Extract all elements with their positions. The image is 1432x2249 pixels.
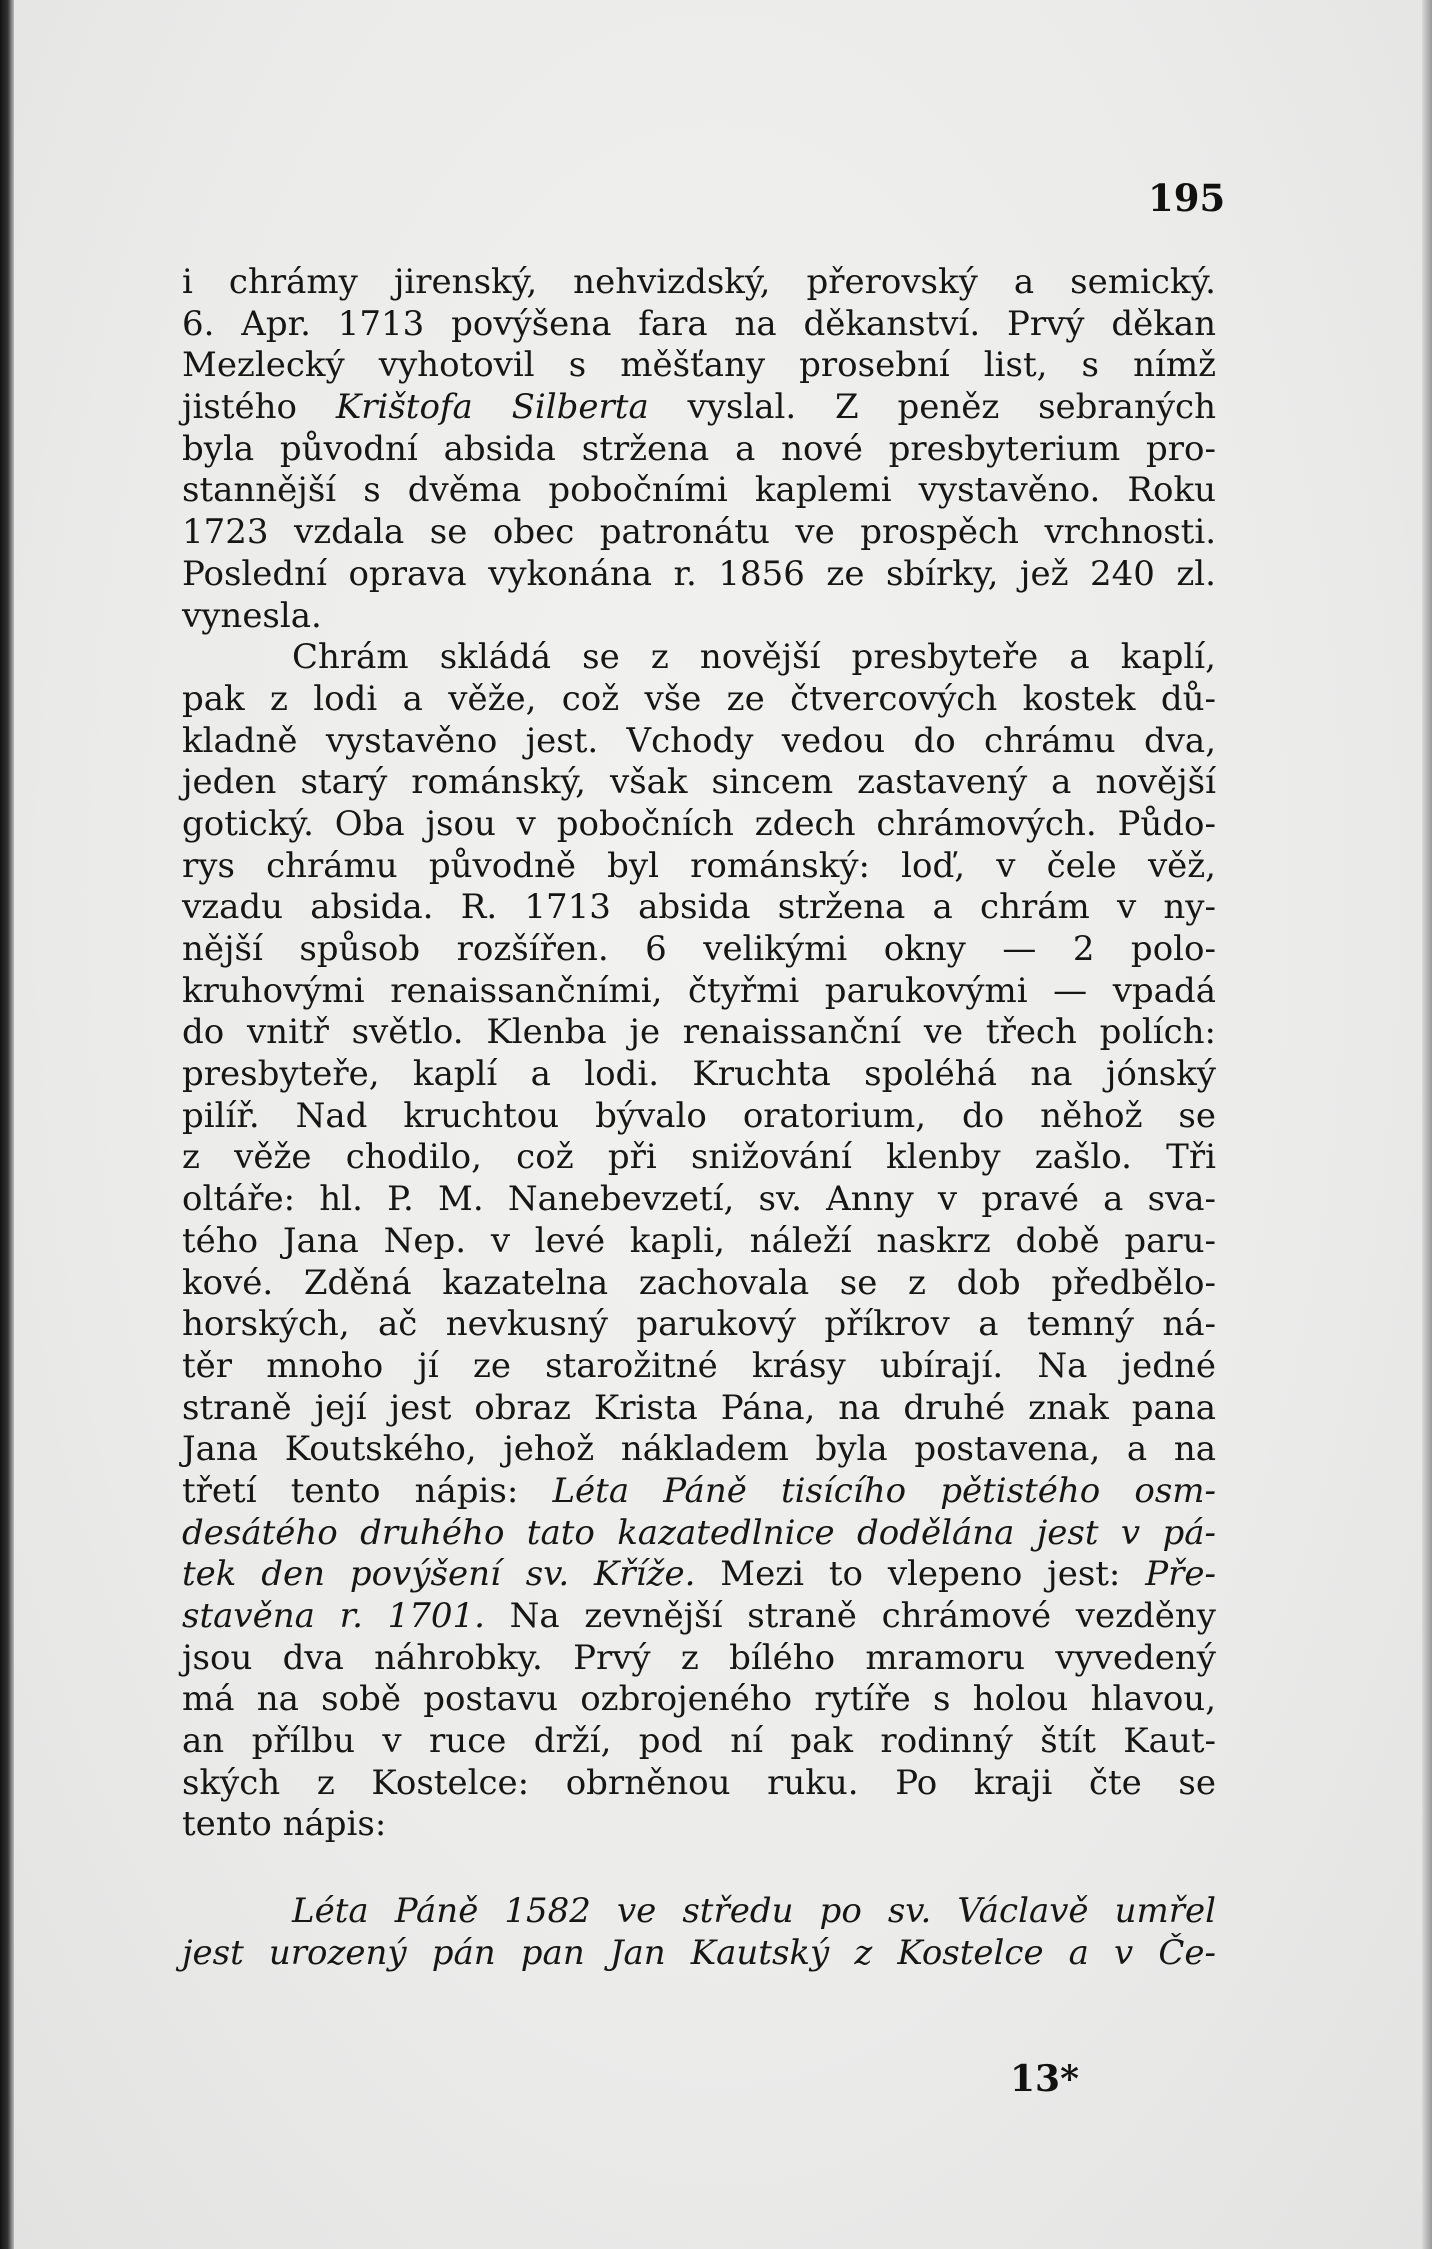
page-edge bbox=[1422, 0, 1432, 2249]
text-segment: jeden starý románský, však sincem zastavený a novější bbox=[182, 762, 1216, 803]
text-line bbox=[182, 1137, 1216, 1179]
text-line bbox=[182, 1012, 1216, 1054]
text-segment: do vnitř světlo. Klenba je renaissanční ve třech polích: bbox=[182, 1012, 1216, 1053]
text-line bbox=[182, 345, 1216, 387]
text-line bbox=[182, 1179, 1216, 1221]
text-segment: Chrám skládá se z novější presbyteře a kaplí, bbox=[292, 637, 1216, 678]
text-segment: pilíř. Nad kruchtou bývalo oratorium, do něhož se bbox=[182, 1095, 1216, 1136]
text-line bbox=[182, 721, 1216, 763]
text-segment: byla původní absida stržena a nové presbyterium pro- bbox=[182, 428, 1216, 469]
italic-segment: Léta Páně 1582 ve středu po sv. Václavě umřel bbox=[292, 1891, 1216, 1932]
paragraph-gap bbox=[182, 1846, 1216, 1891]
text-segment: presbyteře, kaplí a lodi. Kruchta spoléhá na jónský bbox=[182, 1054, 1216, 1095]
text-line bbox=[182, 1346, 1216, 1388]
text-line bbox=[182, 470, 1216, 512]
text-segment: kové. Zděná kazatelna zachovala se z dob předbělo- bbox=[182, 1262, 1216, 1303]
text-line bbox=[182, 1054, 1216, 1096]
text-segment: Mezlecký vyhotovil s měšťany prosební list, s nímž bbox=[182, 345, 1216, 386]
text-line bbox=[182, 429, 1216, 471]
text-line bbox=[182, 1096, 1216, 1138]
text-segment: z věže chodilo, což při snižování klenby zašlo. Tři bbox=[182, 1137, 1216, 1178]
text-segment: Mezi to vlepeno jest: bbox=[695, 1554, 1146, 1595]
text-line bbox=[182, 1891, 1216, 1933]
text-segment: vyslal. Z peněz sebraných bbox=[648, 387, 1216, 428]
text-line bbox=[182, 1388, 1216, 1430]
text-line bbox=[182, 887, 1216, 929]
italic-segment: stavěna r. 1701. bbox=[182, 1596, 485, 1636]
text-segment: kladně vystavěno jest. Vchody vedou do chrámu dva, bbox=[182, 720, 1216, 761]
text-line bbox=[182, 1763, 1216, 1805]
text-line bbox=[182, 846, 1216, 888]
text-segment: 6. Apr. 1713 povýšena fara na děkanství. Prvý děkan bbox=[182, 303, 1216, 344]
text-line bbox=[182, 554, 1216, 596]
text-segment: jsou dva náhrobky. Prvý z bílého mramoru vyvedený bbox=[182, 1637, 1216, 1678]
text-segment: vzadu absida. R. 1713 absida stržena a chrám v ny- bbox=[182, 887, 1216, 928]
text-line bbox=[182, 262, 1216, 304]
text-line bbox=[182, 304, 1216, 346]
text-line bbox=[182, 1933, 1216, 1975]
text-line bbox=[182, 1638, 1216, 1680]
italic-segment: Krištofa Silberta bbox=[335, 387, 649, 428]
text-line bbox=[182, 1679, 1216, 1721]
text-line bbox=[182, 1429, 1216, 1471]
text-segment: třetí tento nápis: bbox=[182, 1470, 553, 1511]
body-text bbox=[182, 262, 1216, 1975]
text-line bbox=[182, 1721, 1216, 1763]
italic-segment: desátého druhého tato kazatedlnice dodělána jest v pá- bbox=[182, 1512, 1216, 1553]
text-segment: gotický. Oba jsou v pobočních zdech chrámových. Půdo- bbox=[182, 803, 1216, 844]
text-line bbox=[182, 596, 1216, 638]
paragraph-1 bbox=[182, 262, 1216, 637]
text-segment: stannější s dvěma pobočními kaplemi vystavěno. Roku bbox=[182, 470, 1216, 511]
text-segment: pak z lodi a věže, což vše ze čtvercových kostek dů- bbox=[182, 678, 1216, 719]
text-line bbox=[182, 512, 1216, 554]
text-line bbox=[182, 679, 1216, 721]
text-segment: 1723 vzdala se obec patronátu ve prospěch vrchnosti. bbox=[182, 512, 1216, 553]
italic-segment: Pře- bbox=[1145, 1554, 1216, 1595]
text-line bbox=[182, 1304, 1216, 1346]
text-segment: Poslední oprava vykonána r. 1856 ze sbírky, jež 240 zl. bbox=[182, 553, 1216, 594]
text-segment: má na sobě postavu ozbrojeného rytíře s holou hlavou, bbox=[182, 1679, 1216, 1720]
text-segment: rys chrámu původně byl románský: loď, v čele věž, bbox=[182, 845, 1216, 886]
signature-mark: 13* bbox=[1010, 2058, 1079, 2100]
text-line bbox=[182, 762, 1216, 804]
text-segment: Jana Koutského, jehož nákladem byla postavena, a na bbox=[182, 1429, 1216, 1470]
text-line bbox=[182, 1804, 1216, 1846]
text-line bbox=[182, 637, 1216, 679]
text-line bbox=[182, 804, 1216, 846]
text-segment: vynesla. bbox=[182, 595, 322, 636]
text-segment: ských z Kostelce: obrněnou ruku. Po kraji čte se bbox=[182, 1762, 1216, 1803]
text-line bbox=[182, 1263, 1216, 1305]
italic-segment: jest urozený pán pan Jan Kautský z Kostelce a v Če- bbox=[182, 1932, 1216, 1973]
text-segment: horských, ač nevkusný parukový příkrov a temný ná- bbox=[182, 1304, 1216, 1345]
text-segment: tého Jana Nep. v levé kapli, náleží naskrz době paru- bbox=[182, 1220, 1216, 1261]
text-segment: straně její jest obraz Krista Pána, na druhé znak pana bbox=[182, 1387, 1216, 1428]
text-line bbox=[182, 1596, 1216, 1638]
paragraph-3 bbox=[182, 1891, 1216, 1974]
text-segment: oltáře: hl. P. M. Nanebevzetí, sv. Anny v pravé a sva- bbox=[182, 1179, 1216, 1220]
paragraph-2 bbox=[182, 637, 1216, 1846]
text-line bbox=[182, 929, 1216, 971]
text-line bbox=[182, 1554, 1216, 1596]
italic-segment: tek den povýšení sv. Kříže. bbox=[182, 1554, 696, 1595]
text-segment: Na zevnější straně chrámové vezděny bbox=[484, 1596, 1217, 1636]
text-line bbox=[182, 971, 1216, 1013]
text-segment: těr mnoho jí ze starožitné krásy ubírají. Na jedné bbox=[182, 1345, 1216, 1386]
text-segment: kruhovými renaissančními, čtyřmi parukovými — vpadá bbox=[182, 970, 1216, 1011]
text-segment: an přílbu v ruce drží, pod ní pak rodinný štít Kaut- bbox=[182, 1721, 1216, 1762]
text-segment: tento nápis: bbox=[182, 1804, 387, 1845]
italic-segment: Léta Páně tisícího pětistého osm- bbox=[552, 1470, 1216, 1511]
text-line bbox=[182, 1513, 1216, 1555]
text-line bbox=[182, 1471, 1216, 1513]
text-segment: nější spůsob rozšířen. 6 velikými okny — 2 polo- bbox=[182, 929, 1216, 969]
text-segment: i chrámy jirenský, nehvizdský, přerovský a semický. bbox=[182, 262, 1216, 302]
binding-shadow bbox=[0, 0, 14, 2249]
text-line bbox=[182, 1221, 1216, 1263]
page-number: 195 bbox=[1148, 176, 1226, 220]
text-segment: jistého bbox=[182, 387, 336, 428]
text-line bbox=[182, 387, 1216, 429]
